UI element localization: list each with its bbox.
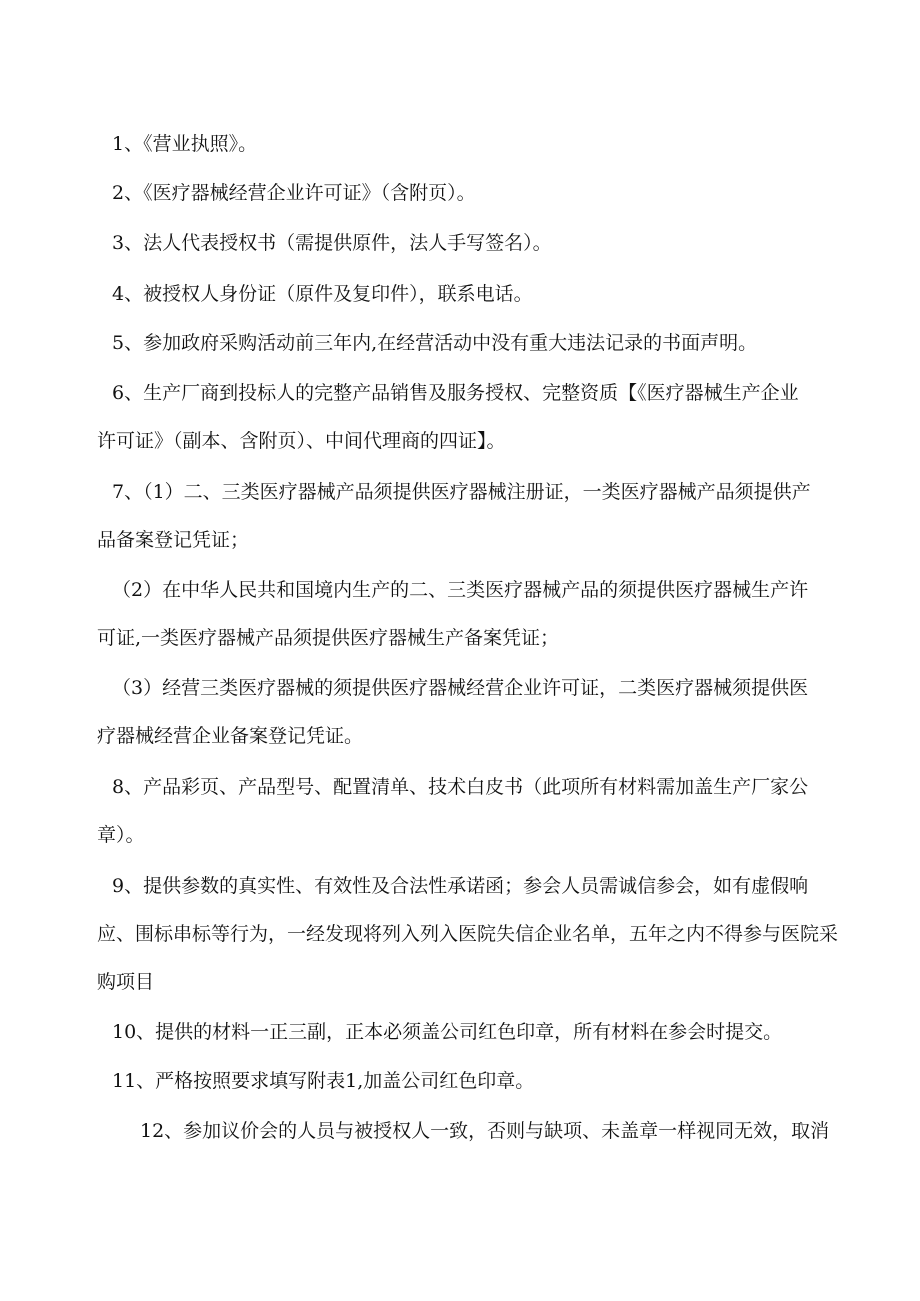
item-4-line-1: 4、被授权人身份证（原件及复印件），联系电话。 [112,283,533,305]
item-3-line-1: 3、法人代表授权书（需提供原件，法人手写签名）。 [112,232,552,254]
item-6-line-2: 许可证》（副本、含附页）、中间代理商的四证】。 [97,430,506,452]
item-7-2 [97,566,857,662]
item-2 [112,169,857,217]
item-2-line-1: 2、《医疗器械经营企业许可证》（含附页）。 [112,182,476,204]
item-8 [97,763,857,859]
item-7-2-line-2: 可证,一类医疗器械产品须提供医疗器械生产备案凭证； [97,627,560,649]
item-11 [112,1057,857,1105]
item-7-2-line-1: （2）在中华人民共和国境内生产的二、三类医疗器械产品的须提供医疗器械生产许 [112,579,809,601]
item-6 [97,369,857,465]
item-1 [112,120,857,168]
item-5 [112,319,857,367]
item-10 [112,1008,857,1056]
item-7-3 [97,664,857,760]
item-3 [112,219,857,267]
item-8-line-1: 8、产品彩页、产品型号、配置清单、技术白皮书（此项所有材料需加盖生产厂家公 [112,776,809,798]
item-9 [97,862,857,1006]
item-7-3-line-2: 疗器械经营企业备案登记凭证。 [97,725,364,747]
item-5-line-1: 5、参加政府采购活动前三年内,在经营活动中没有重大违法记录的书面声明。 [112,332,758,354]
item-6-line-1: 6、生产厂商到投标人的完整产品销售及服务授权、完整资质【《医疗器械生产企业 [112,382,799,404]
item-12-line-1: 12、参加议价会的人员与被授权人一致，否则与缺项、未盖章一样视同无效，取消 [140,1120,830,1142]
item-4 [112,270,857,318]
item-7-1-line-2: 品备案登记凭证； [97,529,250,551]
item-9-line-2: 应、围标串标等行为，一经发现将列入列入医院失信企业名单，五年之内不得参与医院采 [97,923,839,945]
item-7-1 [97,468,857,564]
item-12 [140,1107,885,1155]
item-9-line-1: 9、提供参数的真实性、有效性及合法性承诺函；参会人员需诚信参会，如有虚假响 [112,875,809,897]
item-1-line-1: 1、《营业执照》。 [112,133,258,155]
item-9-line-3: 购项目 [97,971,155,993]
item-7-3-line-1: （3）经营三类医疗器械的须提供医疗器械经营企业许可证，二类医疗器械须提供医 [112,677,809,699]
item-11-line-1: 11、严格按照要求填写附表1,加盖公司红色印章。 [112,1070,535,1092]
item-7-1-line-1: 7、（1）二、三类医疗器械产品须提供医疗器械注册证，一类医疗器械产品须提供产 [112,481,811,503]
item-8-line-2: 章）。 [97,824,145,846]
item-10-line-1: 10、提供的材料一正三副，正本必须盖公司红色印章，所有材料在参会时提交。 [112,1021,783,1043]
